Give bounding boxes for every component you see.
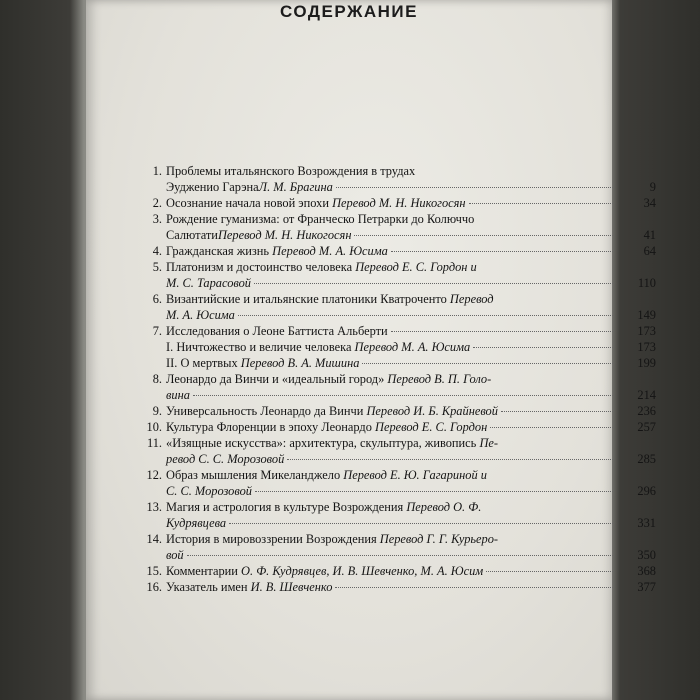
translator-text: И. В. Шевченко	[250, 580, 333, 594]
toc-entry-title	[166, 531, 656, 547]
leader-dots	[362, 363, 613, 364]
leader-dots	[354, 235, 613, 236]
toc-entry	[136, 291, 656, 323]
title-text: Универсальность Леонардо да Винчи	[166, 404, 367, 418]
translator-text: Перевод М. А. Юсима	[354, 340, 471, 354]
translator-text: М. А. Юсима	[166, 308, 235, 322]
toc-page-number: 296	[637, 484, 656, 498]
toc-entry-title	[166, 211, 656, 227]
translator-text: Перевод М. Н. Никогосян	[332, 196, 466, 210]
translator-text: Перевод Г. Г. Курьеро-	[379, 532, 499, 546]
translator-text: вой	[166, 548, 184, 562]
leader-dots	[193, 395, 613, 396]
title-text: Образ мышления Микеланджело	[166, 468, 344, 482]
translator-text: ревод С. С. Морозовой	[166, 452, 285, 466]
translator-text: Перевод Е. Ю. Гагариной и	[343, 468, 487, 482]
toc-entry	[136, 435, 656, 467]
toc-entry-title	[166, 339, 470, 355]
toc-entry	[136, 499, 656, 531]
translator-text: вина	[166, 388, 190, 402]
toc-entry-number: 9.	[152, 404, 162, 418]
toc-entry	[136, 531, 656, 563]
translator-text: О. Ф. Кудрявцев, И. В. Шевченко, М. А. Юсим	[241, 564, 484, 578]
translator-text: Перевод Е. С. Гордон	[375, 420, 488, 434]
title-text: Магия и астрология в культуре Возрождения	[166, 500, 407, 514]
title-text: Леонардо да Винчи и «идеальный город»	[166, 372, 388, 386]
translator-text: Л. М. Брагина	[258, 180, 333, 194]
title-text: Рождение гуманизма: от Франческо Петрарки до Колюччо	[166, 212, 475, 226]
toc-entry	[136, 371, 656, 403]
title-text: Салютати	[166, 228, 218, 242]
toc-page-number: 110	[637, 276, 656, 290]
translator-text: Перевод М. А. Юсима	[272, 244, 388, 258]
toc-entry-title	[166, 243, 388, 259]
translator-text: Перевод О. Ф.	[406, 500, 482, 514]
toc-page-number: 173	[637, 340, 656, 354]
toc-entry	[136, 355, 656, 371]
toc-entry-title	[166, 291, 656, 307]
leader-dots	[490, 427, 613, 428]
toc-entry-number: 4.	[152, 244, 162, 258]
toc-page-number: 214	[637, 388, 656, 402]
toc-entry-number: 13.	[146, 500, 162, 514]
toc-entry	[136, 403, 656, 419]
toc-entry-title	[166, 355, 359, 371]
leader-dots	[187, 555, 613, 556]
title-text: Эудженио Гарэна	[166, 180, 259, 194]
toc-entry-title	[166, 259, 656, 275]
leader-dots	[469, 203, 613, 204]
toc-page-number: 34	[643, 196, 656, 210]
leader-dots	[473, 347, 613, 348]
title-text: История в мировоззрении Возрождения	[166, 532, 380, 546]
toc-entry	[136, 563, 656, 579]
toc-page-number: 257	[637, 420, 656, 434]
leader-dots	[238, 315, 613, 316]
toc-entry-number: 11.	[146, 436, 162, 450]
toc-page-number: 368	[637, 564, 656, 578]
toc-entry	[136, 339, 656, 355]
leader-dots	[501, 411, 613, 412]
title-text: Платонизм и достоинство человека	[166, 260, 356, 274]
toc-entry	[136, 243, 656, 259]
toc-entry	[136, 259, 656, 291]
title-text: Исследования о Леоне Баттиста Альберти	[166, 324, 388, 338]
toc-entry-title	[166, 163, 656, 179]
toc-entry-title	[166, 403, 498, 419]
toc-entry	[136, 579, 656, 595]
translator-text: М. С. Тарасовой	[166, 276, 251, 290]
page-heading: СОДЕРЖАНИЕ	[280, 2, 418, 21]
toc-entry-number: 7.	[152, 324, 162, 338]
translator-text: Кудрявцева	[166, 516, 227, 530]
toc-page-number: 199	[637, 356, 656, 370]
toc-page-number: 41	[643, 228, 656, 242]
translator-text: Перевод Е. С. Гордон и	[355, 260, 477, 274]
title-text: «Изящные искусства»: архитектура, скульптура, живопись	[166, 436, 480, 450]
leader-dots	[336, 187, 613, 188]
translator-text: Перевод В. П. Голо-	[387, 372, 492, 386]
toc-entry-title	[166, 195, 466, 211]
title-text: Комментарии	[166, 564, 242, 578]
leader-dots	[391, 251, 613, 252]
toc-entry-number: 15.	[146, 564, 162, 578]
toc-entry	[136, 195, 656, 211]
translator-text: Перевод	[449, 292, 494, 306]
toc-page-number: 350	[637, 548, 656, 562]
toc-entry-number: 16.	[146, 580, 162, 594]
toc-entry-number: 8.	[152, 372, 162, 386]
toc-entry-title	[166, 371, 656, 387]
toc-entry-title	[166, 323, 388, 339]
title-text: Указатель имен	[166, 580, 251, 594]
toc-entry-title	[166, 499, 656, 515]
translator-text: Пе-	[479, 436, 499, 450]
toc-entry-title	[166, 563, 483, 579]
toc-entry-title	[166, 435, 656, 451]
leader-dots	[486, 571, 613, 572]
title-text: Гражданская жизнь	[166, 244, 273, 258]
toc-entry-title	[166, 467, 656, 483]
leader-dots	[229, 523, 613, 524]
toc-page-number: 9	[649, 180, 656, 194]
title-text: Византийские и итальянские платоники Кватроченто	[166, 292, 450, 306]
toc-entry-number: 10.	[146, 420, 162, 434]
translator-text: Перевод В. А. Мишина	[240, 356, 360, 370]
title-text: Проблемы итальянского Возрождения в трудах	[166, 164, 416, 178]
toc-page-number: 64	[643, 244, 656, 258]
toc-page-number: 236	[637, 404, 656, 418]
title-text: Культура Флоренции в эпоху Леонардо	[166, 420, 376, 434]
toc-entry-number: 3.	[152, 212, 162, 226]
toc-page-number: 173	[637, 324, 656, 338]
leader-dots	[255, 491, 613, 492]
toc-entry-number: 6.	[152, 292, 162, 306]
title-text: II. О мертвых	[166, 356, 241, 370]
toc-page-number: 149	[637, 308, 656, 322]
toc-entry-number: 1.	[152, 164, 162, 178]
toc-entry-number: 12.	[146, 468, 162, 482]
leader-dots	[335, 587, 613, 588]
leader-dots	[391, 331, 613, 332]
toc-entry-title	[166, 419, 487, 435]
translator-text: Перевод М. Н. Никогосян	[217, 228, 352, 242]
translator-text: С. С. Морозовой	[166, 484, 252, 498]
title-text: I. Ничтожество и величие человека	[166, 340, 355, 354]
table-of-contents	[136, 163, 656, 595]
toc-page-number: 331	[637, 516, 656, 530]
leader-dots	[254, 283, 613, 284]
toc-entry-number: 5.	[152, 260, 162, 274]
toc-entry	[136, 323, 656, 339]
toc-entry	[136, 419, 656, 435]
book-page	[86, 0, 656, 700]
toc-page-number: 377	[637, 580, 656, 594]
toc-entry	[136, 467, 656, 499]
toc-entry	[136, 163, 656, 195]
translator-text: Перевод И. Б. Крайневой	[366, 404, 498, 418]
leader-dots	[287, 459, 613, 460]
toc-page-number: 285	[637, 452, 656, 466]
toc-entry-number: 14.	[146, 532, 162, 546]
title-text: Осознание начала новой эпохи	[166, 196, 333, 210]
toc-entry	[136, 211, 656, 243]
toc-entry-title	[166, 579, 332, 595]
toc-entry-number: 2.	[152, 196, 162, 210]
